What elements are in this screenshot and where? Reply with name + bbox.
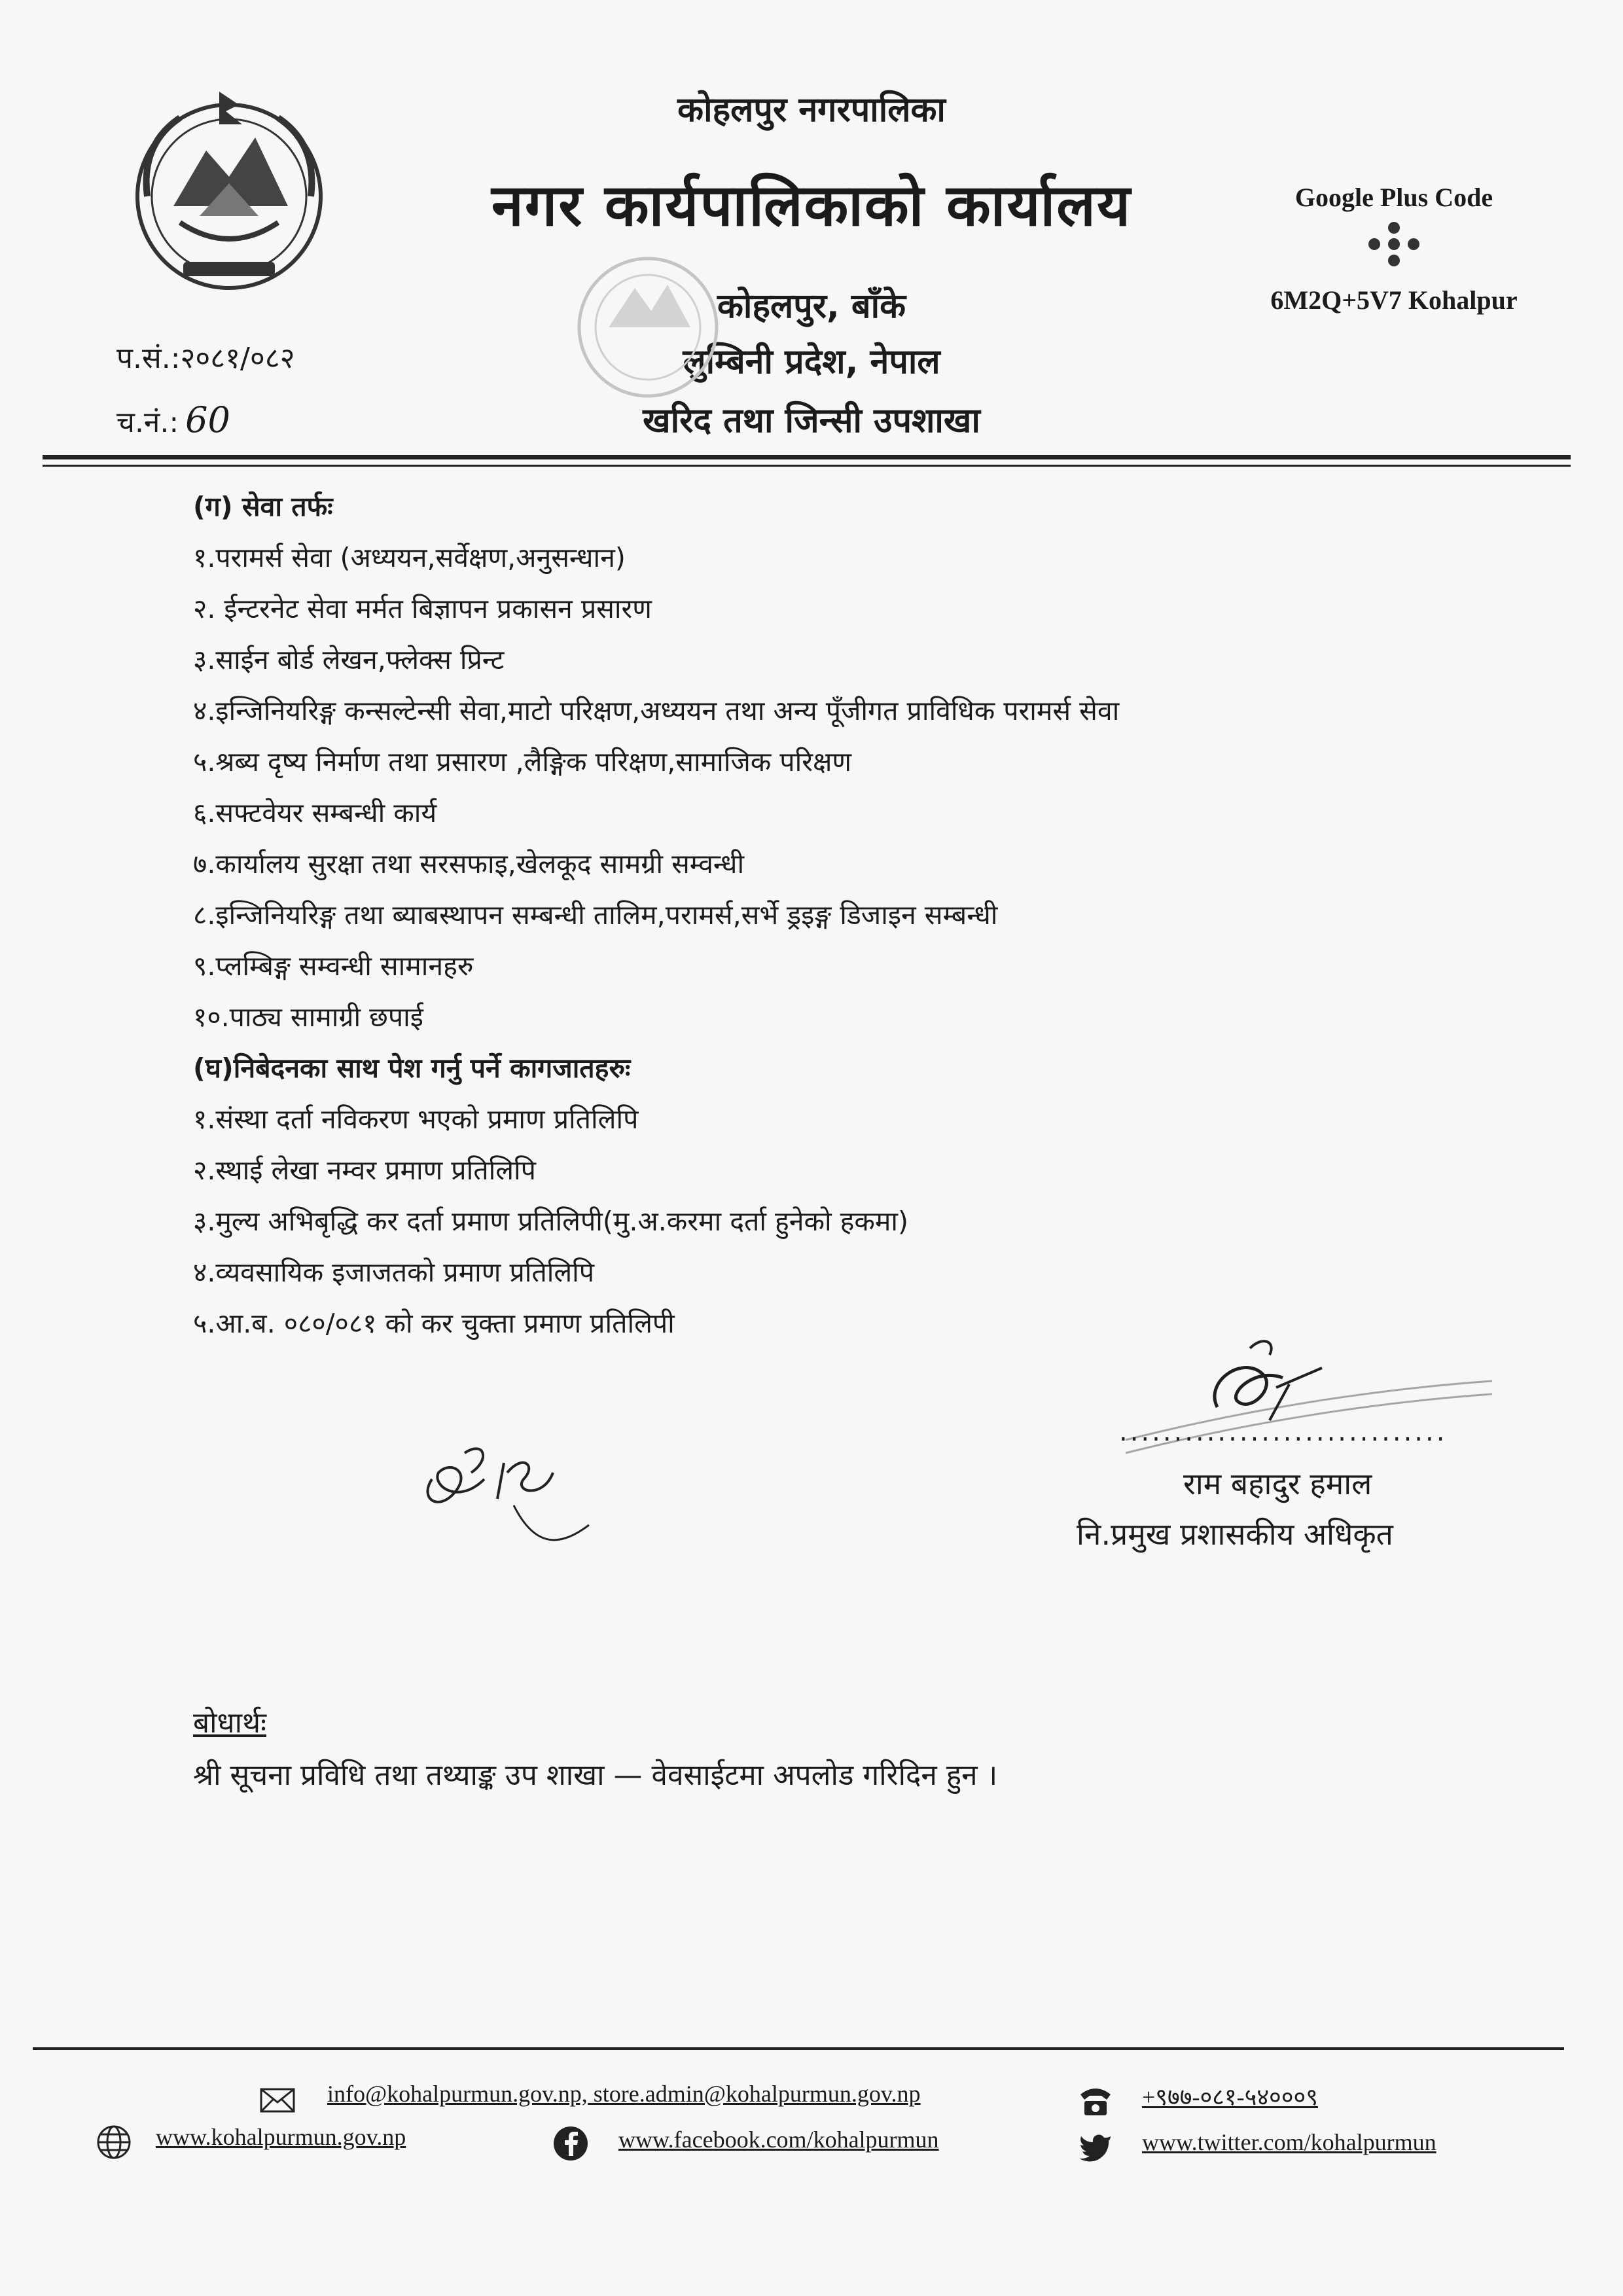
footer-divider	[33, 2047, 1564, 2050]
documents-heading: (घ)निबेदनका साथ पेश गर्नु पर्ने कागजातहरुः	[193, 1052, 631, 1084]
dispatch-number-row	[116, 399, 230, 440]
globe-icon	[95, 2123, 133, 2161]
footer-facebook-link[interactable]: www.facebook.com/kohalpurmun	[618, 2126, 939, 2153]
address-line-2: लुम्बिनी प्रदेश, नेपाल	[683, 342, 940, 382]
list-item: ३.मुल्य अभिबृद्धि कर दर्ता प्रमाण प्रतिलिपी(मु.अ.करमा दर्ता हुनेको हकमा)	[193, 1206, 909, 1237]
list-item: ४.इन्जिनियरिङ्ग कन्सल्टेन्सी सेवा,माटो परिक्षण,अध्ययन तथा अन्य पूँजीगत प्राविधिक परामर्स सेवा	[193, 695, 1120, 726]
cc-text: श्री सूचना प्रविधि तथा तथ्याङ्क उप शाखा — वेवसाईटमा अपलोड गरिदिन हुन ।	[193, 1759, 998, 1792]
cc-label: बोधार्थः	[193, 1706, 266, 1740]
signatory-title: नि.प्रमुख प्रशासकीय अधिकृत	[1077, 1516, 1393, 1552]
list-item: ५.श्रब्य दृष्य निर्माण तथा प्रसारण ,लैङ्गिक परिक्षण,सामाजिक परिक्षण	[193, 746, 852, 778]
list-item: १०.पाठ्य सामाग्री छपाई	[193, 1001, 423, 1033]
municipality-name: कोहलपुर नगरपालिका	[677, 90, 946, 130]
footer-twitter-link[interactable]: www.twitter.com/kohalpurmun	[1142, 2129, 1436, 2155]
address-line-1: कोहलपुर, बाँके	[717, 287, 906, 326]
header-divider-thin	[43, 465, 1571, 467]
phone-icon	[1077, 2081, 1115, 2119]
plus-code: 6M2Q+5V7 Kohalpur	[1270, 285, 1518, 315]
list-item: २. ईन्टरनेट सेवा मर्मत बिज्ञापन प्रकासन प्रसारण	[193, 593, 652, 624]
office-title: नगर कार्यपालिकाको कार्यालय	[491, 171, 1132, 239]
plus-code-icon	[1355, 221, 1433, 280]
list-item: १.परामर्स सेवा (अध्ययन,सर्वेक्षण,अनुसन्धान)	[193, 542, 626, 573]
footer-website-link[interactable]: www.kohalpurmun.gov.np	[156, 2124, 406, 2150]
list-item: ७.कार्यालय सुरक्षा तथा सरसफाइ,खेलकूद सामग्री सम्वन्धी	[193, 848, 745, 880]
reference-number: प.सं.:२०८१/०८२	[116, 342, 295, 375]
list-item: २.स्थाई लेखा नम्वर प्रमाण प्रतिलिपि	[193, 1155, 536, 1186]
letter-body	[193, 481, 1502, 1349]
list-item: ६.सफ्टवेयर सम्बन्धी कार्य	[193, 797, 437, 829]
signatory-name: राम बहादुर हमाल	[1183, 1466, 1372, 1501]
initials-signature-icon	[393, 1401, 602, 1558]
plus-code-title: Google Plus Code	[1294, 183, 1493, 212]
list-item: १.संस्था दर्ता नविकरण भएको प्रमाण प्रतिलिपि	[193, 1103, 639, 1135]
footer-phone[interactable]: +९७७-०८१-५४०००९	[1142, 2084, 1318, 2110]
signature-line: ..............................	[1119, 1417, 1448, 1447]
dispatch-label: च.नं.:	[116, 406, 179, 439]
office-stamp-icon	[510, 249, 785, 406]
list-item: ४.व्यवसायिक इजाजतको प्रमाण प्रतिलिपि	[193, 1257, 595, 1288]
list-item: ८.इन्जिनियरिङ्ग तथा ब्याबस्थापन सम्बन्धी तालिम,परामर्स,सर्भे ड्रइङ्ग डिजाइन सम्बन्धी	[193, 899, 998, 931]
services-heading: (ग) सेवा तर्फः	[193, 491, 333, 522]
list-item: ९.प्लम्बिङ्ग सम्वन्धी सामानहरु	[193, 950, 474, 982]
footer-email-link[interactable]: info@kohalpurmun.gov.np, store.admin@kohalpurmun.gov.np	[327, 2081, 921, 2107]
email-icon	[259, 2081, 296, 2119]
list-item: ५.आ.ब. ०८०/०८१ को कर चुक्ता प्रमाण प्रतिलिपी	[193, 1308, 675, 1339]
header-divider	[43, 455, 1571, 459]
dispatch-number: 60	[185, 399, 230, 440]
section-name: खरिद तथा जिन्सी उपशाखा	[643, 401, 980, 440]
list-item: ३.साईन बोर्ड लेखन,फ्लेक्स प्रिन्ट	[193, 644, 505, 675]
facebook-icon	[552, 2125, 590, 2162]
twitter-icon	[1077, 2127, 1115, 2165]
